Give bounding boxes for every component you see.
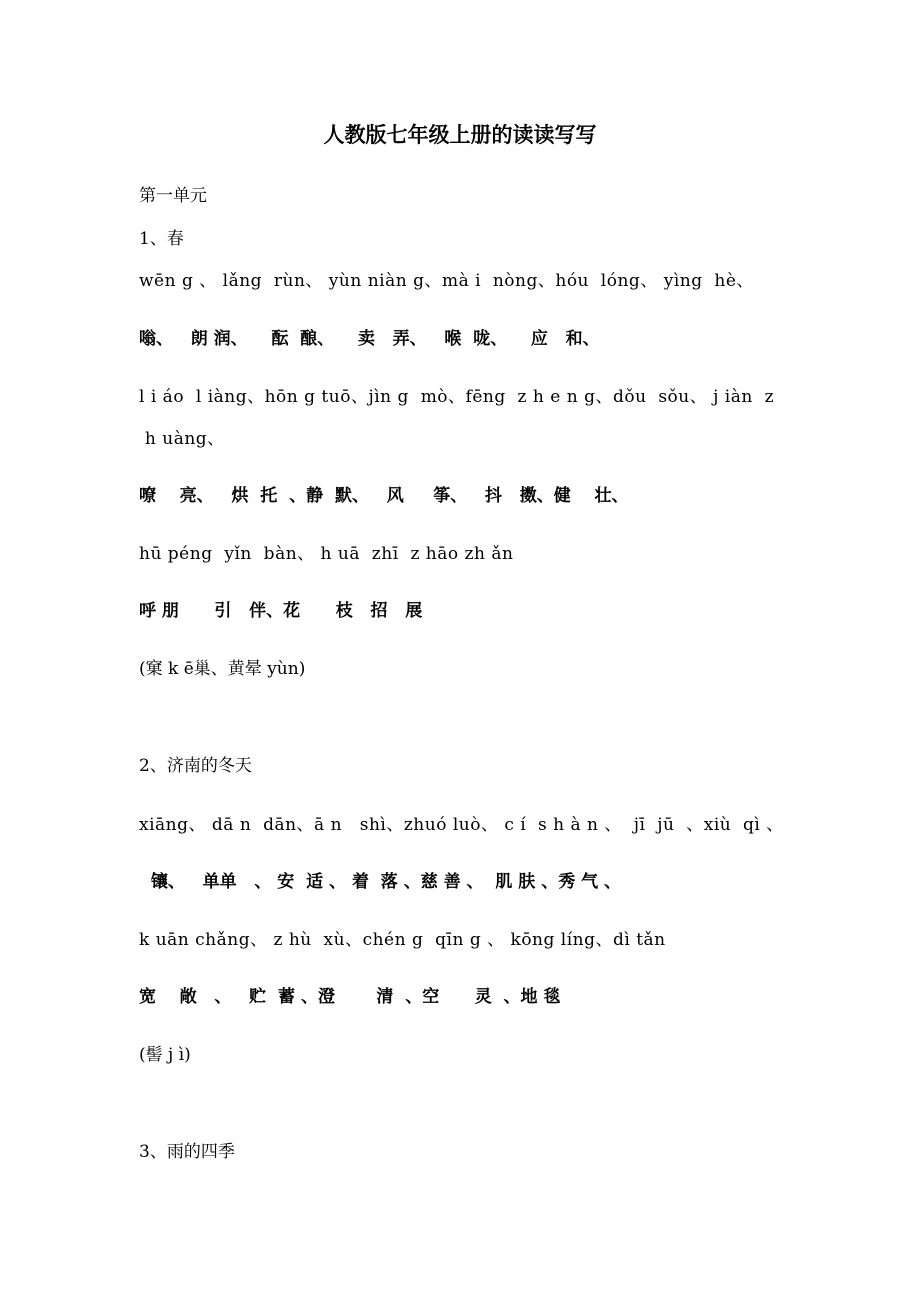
pinyin-line: l i áo l iàng、hōn g tuō、jìn g mò、fēng z h e n g、dǒu sǒu、 j iàn z xyxy=(139,387,775,407)
pinyin-line: xiāng、 dā n dān、ā n shì、zhuó luò、 c í s h à n 、 jī jū 、xiù qì 、 xyxy=(139,815,784,835)
word-line: 嗡、 朗 润、 酝 酿、 卖 弄、 喉 咙、 应 和、 xyxy=(139,329,600,349)
document-title: 人教版七年级上册的读读写写 xyxy=(323,122,597,147)
word-line: 宽 敞 、 贮 蓄 、澄 清 、空 灵 、地 毯 xyxy=(139,987,561,1007)
word-line: 呼 朋 引 伴、花 枝 招 展 xyxy=(139,601,423,621)
word-line: 嘹 亮、 烘 托 、静 默、 风 筝、 抖 擞、健 壮、 xyxy=(139,486,629,506)
unit-heading: 第一单元 xyxy=(139,186,207,206)
pinyin-line: wēn g 、 lǎng rùn、 yùn niàn g、mà i nòng、hóu lóng、 yìng hè、 xyxy=(139,271,754,291)
lesson-heading: 3、雨的四季 xyxy=(139,1142,235,1162)
pinyin-line: h uàng、 xyxy=(139,429,225,449)
lesson-heading: 1、春 xyxy=(139,229,184,249)
note-line: (窠 k ē巢、黄晕 yùn) xyxy=(139,659,306,679)
pinyin-line: hū péng yǐn bàn、 h uā zhī z hāo zh ǎn xyxy=(139,544,514,564)
lesson-heading: 2、济南的冬天 xyxy=(139,756,252,776)
note-line: (髻 j ì) xyxy=(139,1045,191,1065)
word-line: 镶、 单单 、 安 适 、 着 落 、慈 善 、 肌 肤 、秀 气 、 xyxy=(139,872,622,892)
pinyin-line: k uān chǎng、 z hù xù、chén g qīn g 、 kōng líng、dì tǎn xyxy=(139,930,666,950)
